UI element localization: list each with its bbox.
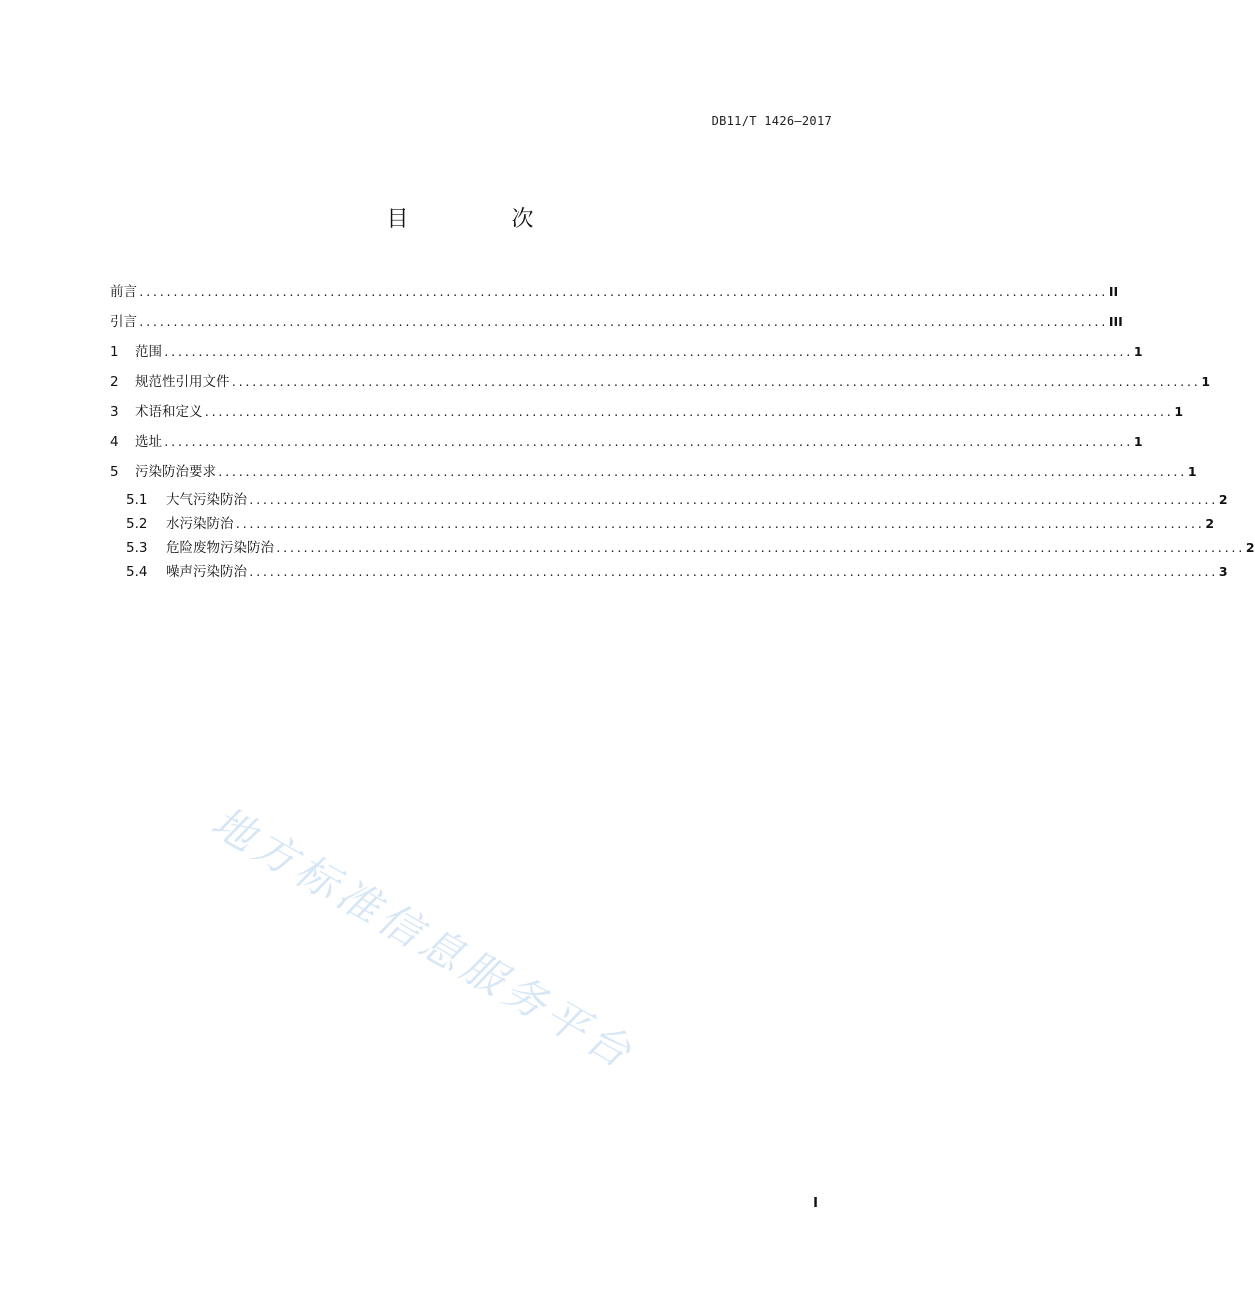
toc-entry-label: 规范性引用文件 bbox=[135, 374, 230, 390]
toc-entry-introduction[interactable] bbox=[110, 310, 1123, 340]
toc-entry-label: 前言 bbox=[110, 284, 137, 300]
page-title: 目 次 bbox=[386, 207, 582, 232]
toc-entry-page: III bbox=[1108, 314, 1123, 329]
toc-entry-label: 范围 bbox=[135, 344, 162, 360]
toc-entry-page: 2 bbox=[1245, 540, 1255, 555]
toc-entry-page: 2 bbox=[1218, 492, 1228, 507]
toc-entry-number: 5.3 bbox=[126, 540, 148, 556]
toc-entry-foreword[interactable] bbox=[110, 280, 1119, 310]
toc-leader-dots: .............................................................................................................................................. bbox=[248, 494, 1217, 507]
table-of-contents bbox=[110, 280, 1255, 584]
toc-entry-label: 选址 bbox=[135, 434, 162, 450]
toc-entry-normative-references[interactable] bbox=[110, 370, 1211, 400]
toc-leader-dots: .............................................................................................................................................. bbox=[163, 346, 1132, 359]
toc-leader-dots: .............................................................................................................................................. bbox=[203, 406, 1173, 419]
toc-entry-air-pollution[interactable] bbox=[110, 488, 1228, 512]
toc-entry-label: 危险废物污染防治 bbox=[166, 540, 274, 556]
toc-leader-dots: .............................................................................................................................................. bbox=[217, 466, 1186, 479]
toc-entry-label: 引言 bbox=[110, 314, 137, 330]
toc-entry-number: 2 bbox=[110, 374, 119, 390]
toc-entry-number: 5 bbox=[110, 464, 119, 480]
toc-entry-scope[interactable] bbox=[110, 340, 1143, 370]
toc-entry-page: 1 bbox=[1133, 344, 1143, 359]
toc-entry-noise-pollution[interactable] bbox=[110, 560, 1228, 584]
toc-entry-number: 1 bbox=[110, 344, 119, 360]
toc-entry-page: 2 bbox=[1205, 516, 1215, 531]
toc-entry-page: 1 bbox=[1201, 374, 1211, 389]
page-number: I bbox=[813, 1196, 818, 1211]
toc-entry-number: 3 bbox=[110, 404, 119, 420]
toc-leader-dots: .............................................................................................................................................. bbox=[230, 376, 1200, 389]
document-code: DB11/T 1426—2017 bbox=[711, 114, 832, 128]
toc-entry-page: II bbox=[1108, 284, 1119, 299]
toc-entry-number: 5.1 bbox=[126, 492, 148, 508]
toc-entry-number: 5.2 bbox=[126, 516, 148, 532]
toc-entry-site-selection[interactable] bbox=[110, 430, 1143, 460]
toc-entry-terms-definitions[interactable] bbox=[110, 400, 1184, 430]
toc-leader-dots: .............................................................................................................................................. bbox=[138, 286, 1107, 299]
toc-leader-dots: .............................................................................................................................................. bbox=[138, 316, 1107, 329]
toc-entry-pollution-requirements[interactable] bbox=[110, 460, 1197, 490]
toc-entry-page: 3 bbox=[1218, 564, 1228, 579]
toc-entry-page: 1 bbox=[1133, 434, 1143, 449]
toc-entry-page: 1 bbox=[1174, 404, 1184, 419]
toc-entry-water-pollution[interactable] bbox=[110, 512, 1215, 536]
toc-entry-page: 1 bbox=[1187, 464, 1197, 479]
toc-leader-dots: .............................................................................................................................................. bbox=[234, 518, 1204, 531]
toc-entry-number: 4 bbox=[110, 434, 119, 450]
watermark-text: 地方标准信息服务平台 bbox=[203, 796, 644, 1080]
toc-leader-dots: .............................................................................................................................................. bbox=[163, 436, 1132, 449]
toc-entry-number: 5.4 bbox=[126, 564, 148, 580]
toc-entry-label: 大气污染防治 bbox=[166, 492, 247, 508]
toc-leader-dots: .............................................................................................................................................. bbox=[275, 542, 1244, 555]
toc-leader-dots: .............................................................................................................................................. bbox=[248, 566, 1217, 579]
toc-entry-label: 水污染防治 bbox=[166, 516, 234, 532]
toc-entry-hazardous-waste[interactable] bbox=[110, 536, 1255, 560]
toc-entry-label: 噪声污染防治 bbox=[166, 564, 247, 580]
toc-entry-label: 污染防治要求 bbox=[135, 464, 216, 480]
toc-entry-label: 术语和定义 bbox=[135, 404, 203, 420]
